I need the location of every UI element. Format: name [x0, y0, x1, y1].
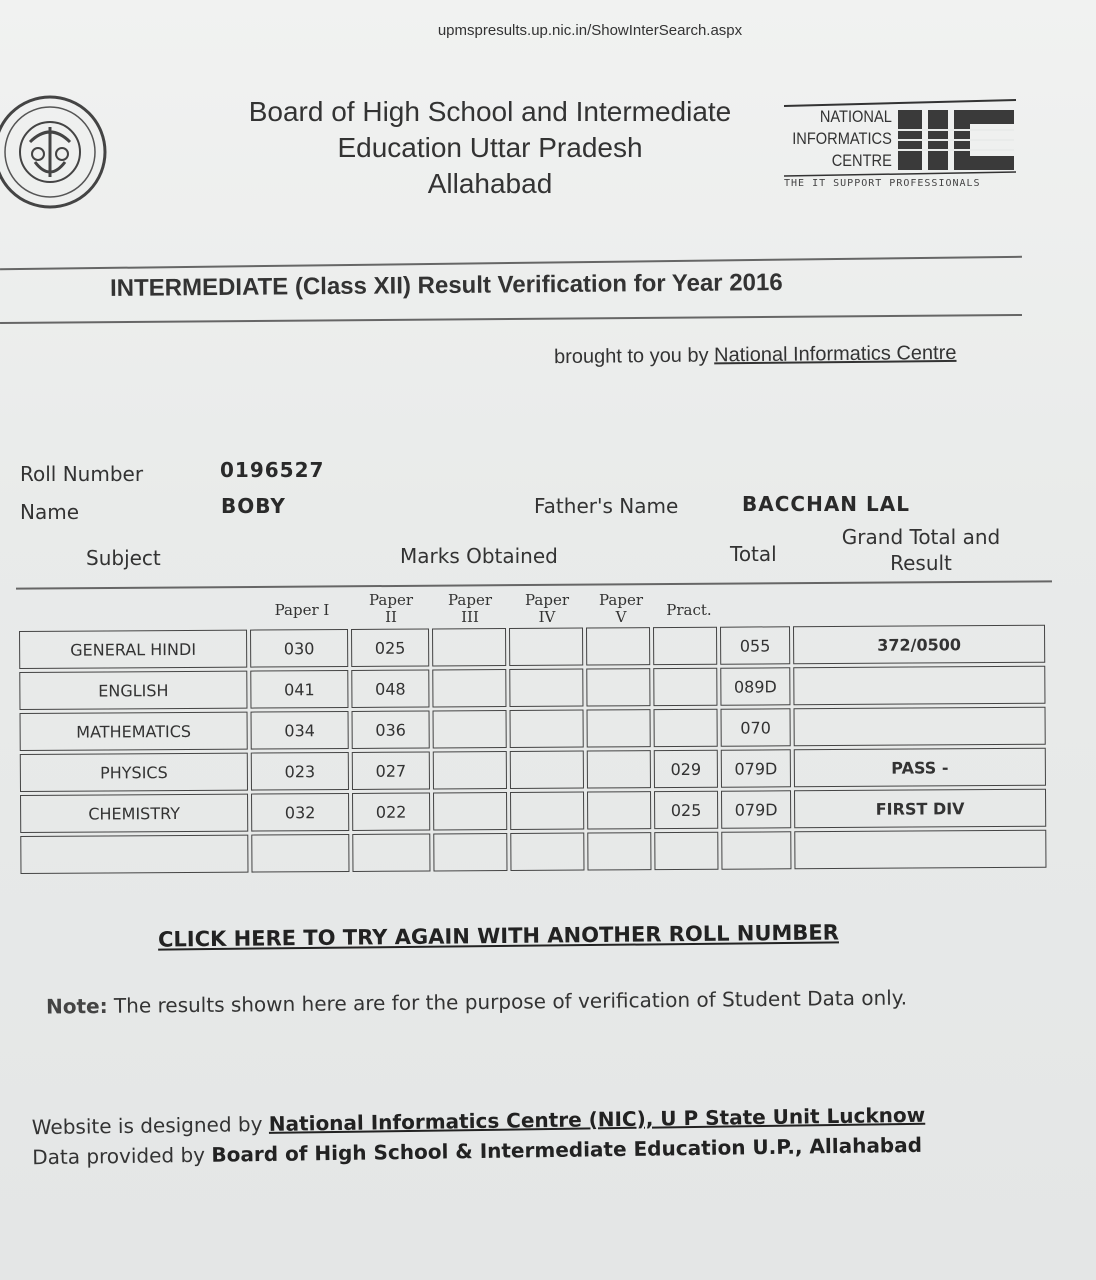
cell-subject: CHEMISTRY [20, 794, 248, 833]
total-header: Total [730, 542, 777, 566]
paper-5-header-word: Paper [598, 591, 643, 609]
page-title: INTERMEDIATE (Class XII) Result Verification for Year 2016 [109, 269, 783, 302]
cell-subject: GENERAL HINDI [19, 630, 247, 669]
cell-p4 [510, 710, 584, 748]
father-name-label: Father's Name [534, 494, 679, 518]
divider-top [0, 256, 1022, 270]
table-row [20, 707, 1046, 751]
data-provided-prefix: Data provided by [32, 1142, 212, 1170]
cell-subject: PHYSICS [20, 753, 248, 792]
cell-p5 [586, 627, 650, 665]
cell-p1: 030 [250, 629, 348, 668]
nic-line-1: NATIONAL [819, 107, 892, 126]
cell-p5 [587, 709, 651, 747]
table-row [19, 666, 1045, 710]
nic-line-3: CENTRE [831, 151, 892, 170]
up-emblem-icon [0, 92, 110, 212]
cell-pract: 025 [654, 791, 718, 829]
table-header-divider [16, 580, 1052, 589]
board-line-3: Allahabad [427, 168, 553, 199]
paper-3-header [439, 592, 501, 626]
cell-grand: FIRST DIV [794, 789, 1046, 829]
cell-grand: 372/0500 [793, 625, 1045, 665]
cell-p3 [432, 628, 506, 666]
board-line-2: Education Uttar Pradesh [337, 132, 643, 163]
practical-header: Pract. [666, 601, 712, 619]
cell-total: 055 [720, 626, 790, 664]
note-label: Note: [45, 993, 108, 1019]
try-again-link[interactable]: CLICK HERE TO TRY AGAIN WITH ANOTHER ROLL NUMBER [157, 920, 839, 952]
nic-tagline: THE IT SUPPORT PROFESSIONALS [784, 178, 981, 189]
marks-obtained-header: Marks Obtained [400, 544, 558, 568]
grand-total-header [826, 524, 1016, 576]
cell-p4 [509, 669, 583, 707]
cell-p3 [433, 710, 507, 748]
paper-2-header-num: II [385, 608, 397, 626]
name-value: BOBY [221, 494, 286, 518]
paper-5-header-num: V [615, 608, 627, 626]
cell-p2: 025 [351, 628, 429, 666]
paper-5-header [590, 592, 652, 626]
cell-p3 [433, 751, 507, 789]
table-row [19, 625, 1045, 669]
cell-p4 [510, 751, 584, 789]
cell-subject: ENGLISH [19, 671, 247, 710]
cell-p2 [352, 833, 430, 871]
paper-2-header [360, 592, 422, 626]
paper-1-header: Paper I [274, 601, 330, 619]
grand-total-header-line-2: Result [890, 551, 952, 575]
name-label: Name [20, 500, 80, 524]
cell-total: 079D [721, 790, 791, 828]
marks-table [16, 622, 1050, 877]
cell-grand [793, 666, 1045, 706]
cell-p3 [432, 669, 506, 707]
cell-p2: 048 [351, 669, 429, 707]
cell-pract: 029 [654, 750, 718, 788]
paper-3-header-word: Paper [447, 591, 492, 609]
cell-p3 [433, 833, 507, 871]
cell-grand [794, 830, 1046, 870]
cell-p1: 034 [251, 711, 349, 750]
cell-p2: 036 [352, 710, 430, 748]
cell-grand: PASS - [794, 748, 1046, 788]
cell-p1 [251, 834, 349, 873]
paper-4-header-num: IV [538, 608, 556, 626]
cell-p5 [587, 832, 651, 870]
cell-subject [20, 835, 248, 874]
table-row [20, 830, 1046, 874]
cell-p1: 041 [250, 670, 348, 709]
footer [32, 1100, 926, 1172]
nic-lucknow-link[interactable]: National Informatics Centre (NIC), U P State Unit Lucknow [268, 1102, 926, 1136]
paper-4-header [516, 592, 578, 626]
nic-link[interactable]: National Informatics Centre [714, 341, 957, 367]
cell-p3 [433, 792, 507, 830]
nic-logo [780, 96, 1020, 196]
board-name [200, 94, 780, 202]
roll-number-value: 0196527 [220, 458, 325, 482]
paper-2-header-word: Paper [368, 591, 413, 609]
note-text: The results shown here are for the purpose of verification of Student Data only. [107, 985, 908, 1018]
father-name-value: BACCHAN LAL [742, 492, 910, 516]
cell-pract [654, 709, 718, 747]
cell-p1: 032 [251, 793, 349, 832]
cell-total: 070 [721, 708, 791, 746]
brought-by [554, 342, 957, 369]
cell-total [721, 831, 791, 869]
cell-p4 [510, 833, 584, 871]
cell-p5 [587, 791, 651, 829]
cell-subject: MATHEMATICS [20, 712, 248, 751]
subject-header: Subject [86, 546, 161, 570]
brought-by-prefix: brought to you by [553, 344, 709, 369]
cell-pract [653, 627, 717, 665]
table-row [20, 789, 1046, 833]
cell-p2: 027 [352, 751, 430, 789]
cell-p4 [510, 792, 584, 830]
nic-logo-text [792, 106, 892, 172]
cell-p5 [586, 668, 650, 706]
cell-total: 079D [721, 749, 791, 787]
cell-grand [794, 707, 1046, 747]
table-row [20, 748, 1046, 792]
cell-pract [653, 668, 717, 706]
grand-total-header-line-1: Grand Total and [841, 525, 1001, 549]
designed-by-prefix: Website is designed by [31, 1111, 269, 1140]
cell-total: 089D [720, 667, 790, 705]
nic-line-2: INFORMATICS [792, 129, 892, 148]
paper-3-header-num: III [461, 608, 479, 626]
cell-p1: 023 [251, 752, 349, 791]
cell-p2: 022 [352, 792, 430, 830]
divider-bottom [0, 314, 1022, 324]
verification-note [46, 985, 907, 1018]
paper-4-header-word: Paper [524, 591, 569, 609]
cell-p5 [587, 750, 651, 788]
data-source: Board of High School & Intermediate Education U.P., Allahabad [211, 1132, 923, 1167]
roll-number-label: Roll Number [20, 462, 144, 486]
board-line-1: Board of High School and Intermediate [248, 96, 732, 127]
page-url: upmspresults.up.nic.in/ShowInterSearch.aspx [437, 22, 743, 39]
cell-p4 [509, 628, 583, 666]
cell-pract [654, 832, 718, 870]
